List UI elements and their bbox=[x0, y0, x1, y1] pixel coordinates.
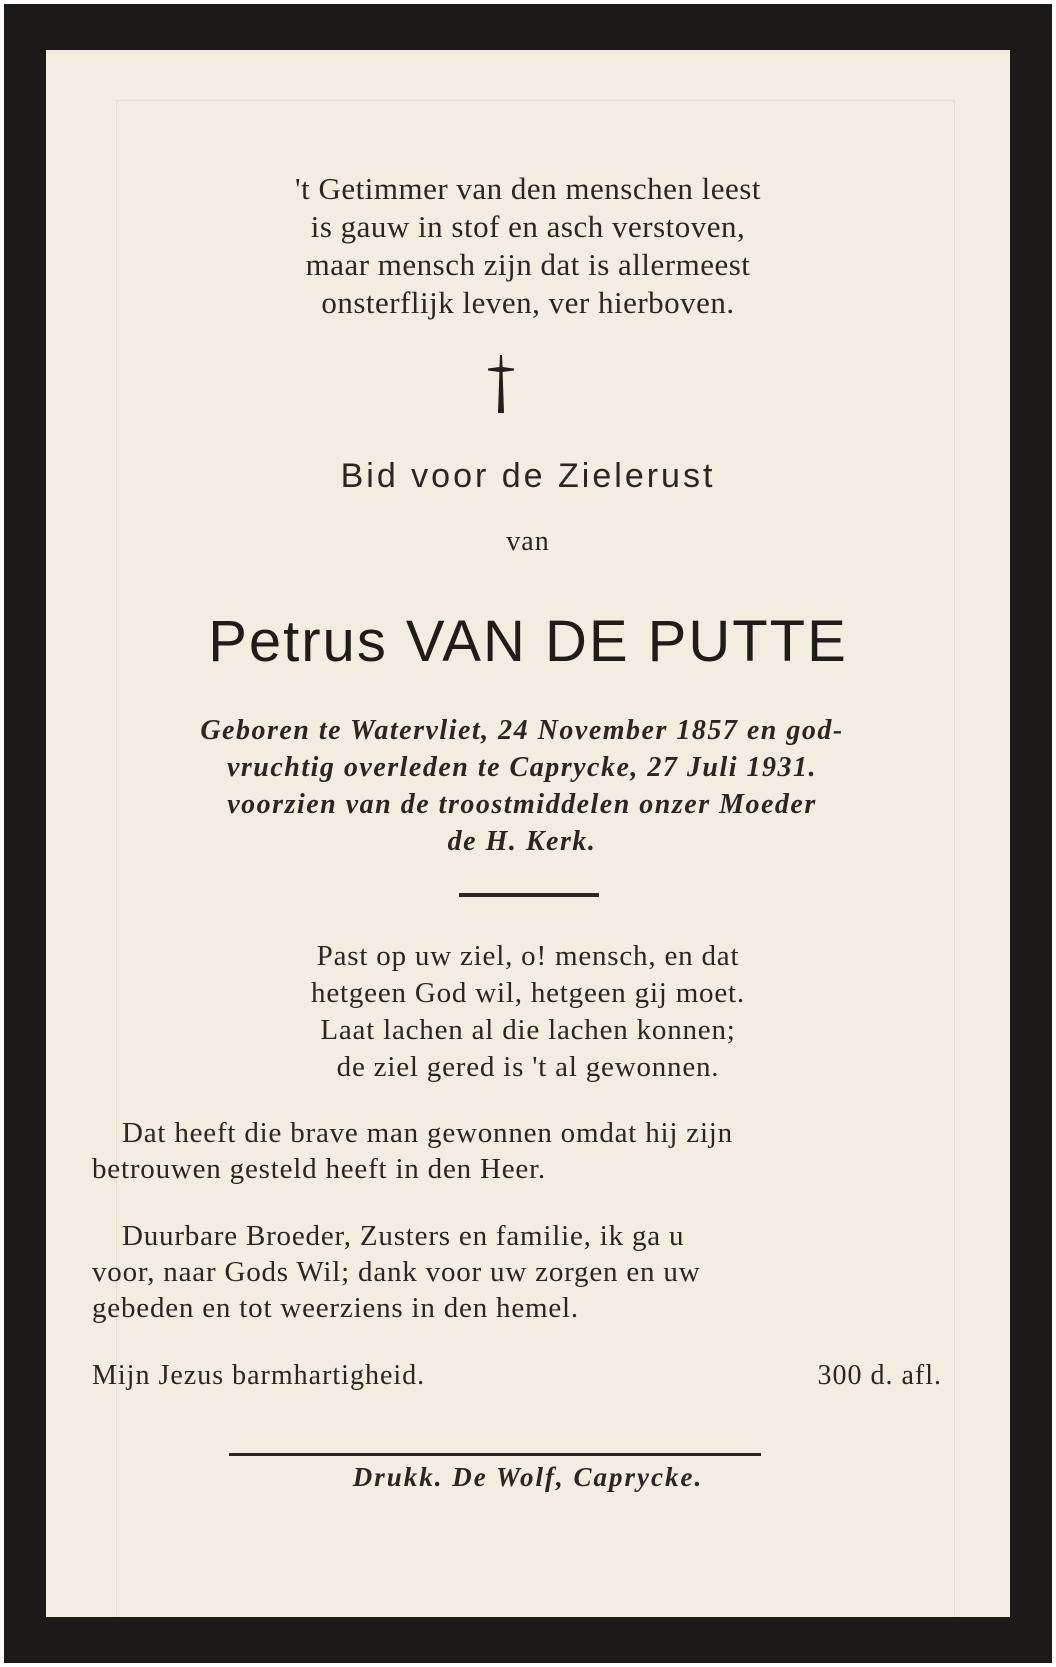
verse-line: hetgeen God wil, hetgeen gij moet. bbox=[311, 977, 745, 1009]
deceased-name: Petrus VAN DE PUTTE bbox=[208, 609, 848, 674]
prayer-heading: Bid voor de Zielerust bbox=[340, 457, 716, 495]
paragraph-trust bbox=[92, 1115, 952, 1187]
paragraph-line: gebeden en tot weerziens in den hemel. bbox=[92, 1292, 579, 1324]
indulgence-prayer: Mijn Jezus barmhartigheid. bbox=[92, 1360, 426, 1391]
poem-line: 't Getimmer van den menschen leest bbox=[295, 171, 761, 206]
paragraph-line: voor, naar Gods Wil; dank voor uw zorgen en uw bbox=[92, 1256, 701, 1288]
verse-line: Past op uw ziel, o! mensch, en dat bbox=[316, 940, 740, 972]
birth-death-details bbox=[92, 712, 952, 860]
verse-line: de ziel gered is 't al gewonnen. bbox=[336, 1051, 720, 1083]
paragraph-line: Duurbare Broeder, Zusters en familie, ik ga u bbox=[122, 1220, 685, 1252]
verse bbox=[46, 938, 1010, 1086]
card-content bbox=[46, 50, 1010, 1617]
poem-line: onsterflijk leven, ver hierboven. bbox=[321, 285, 735, 320]
poem-line: is gauw in stof en asch verstoven, bbox=[310, 209, 746, 244]
divider-short bbox=[459, 893, 599, 897]
opening-poem bbox=[46, 170, 1010, 322]
card-paper bbox=[46, 50, 1010, 1617]
printer-credit: Drukk. De Wolf, Caprycke. bbox=[352, 1462, 704, 1492]
latin-cross-icon bbox=[481, 353, 521, 417]
details-line: de H. Kerk. bbox=[447, 826, 597, 857]
indulgence-days: 300 d. afl. bbox=[817, 1360, 942, 1391]
van-line: van bbox=[506, 526, 550, 557]
poem-line: maar mensch zijn dat is allermeest bbox=[305, 247, 751, 282]
divider-long bbox=[229, 1453, 761, 1456]
details-line: Geboren te Watervliet, 24 November 1857 en god- bbox=[200, 715, 844, 746]
verse-line: Laat lachen al die lachen konnen; bbox=[320, 1014, 736, 1046]
memorial-card bbox=[4, 4, 1052, 1663]
paragraph-farewell bbox=[92, 1218, 952, 1326]
paragraph-line: betrouwen gesteld heeft in den Heer. bbox=[92, 1153, 546, 1185]
details-line: voorzien van de troostmiddelen onzer Moeder bbox=[227, 789, 817, 820]
details-line: vruchtig overleden te Caprycke, 27 Juli 1931. bbox=[226, 752, 818, 783]
paragraph-line: Dat heeft die brave man gewonnen omdat hij zijn bbox=[122, 1117, 733, 1149]
